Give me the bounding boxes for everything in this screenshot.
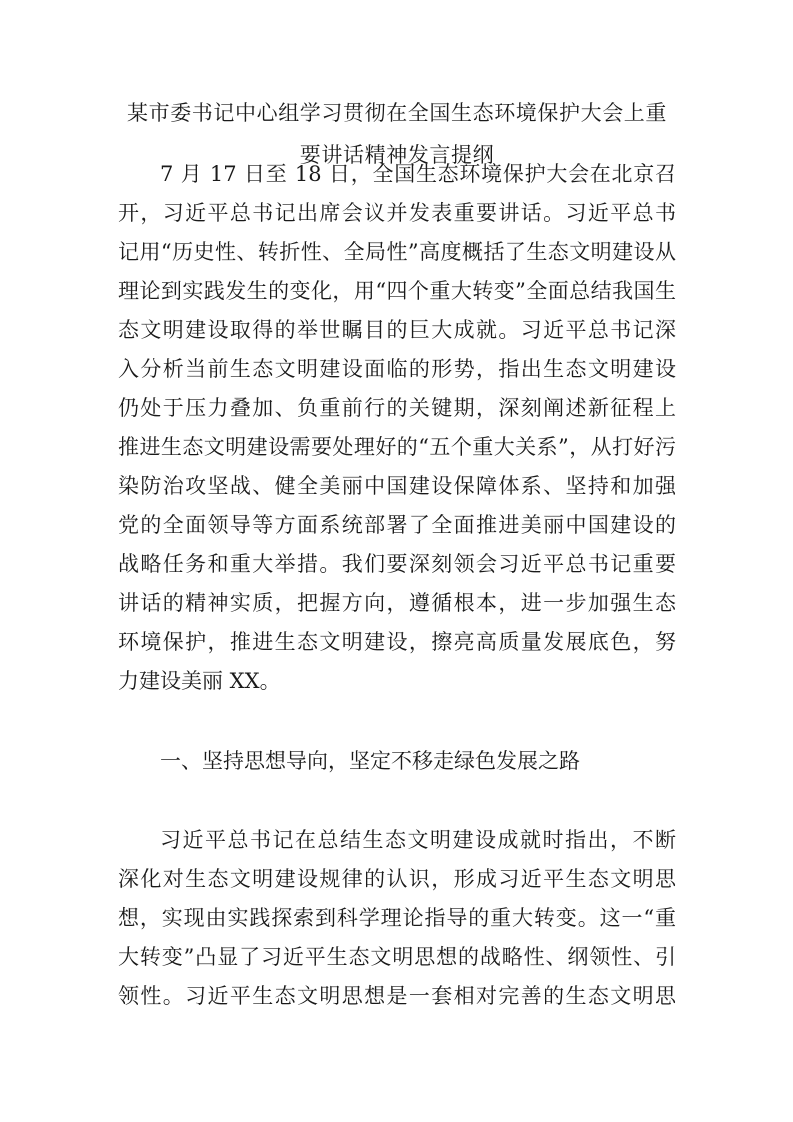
paragraph-line: 深化对生态文明建设规律的认识，形成习近平生态文明思 bbox=[118, 867, 676, 891]
paragraph-line: 入分析当前生态文明建设面临的形势，指出生态文明建设 bbox=[118, 357, 676, 381]
paragraph-line: 大转变”凸显了习近平生态文明思想的战略性、纲领性、引 bbox=[118, 945, 676, 969]
paragraph-line: 领性。习近平生态文明思想是一套相对完善的生态文明思 bbox=[118, 984, 676, 1008]
section-heading-1: 一、坚持思想导向，坚定不移走绿色发展之路 bbox=[160, 749, 580, 773]
paragraph-line: 推进生态文明建设需要处理好的“五个重大关系”，从打好污 bbox=[118, 435, 676, 459]
paragraph-line: 染防治攻坚战、健全美丽中国建设保障体系、坚持和加强 bbox=[118, 474, 676, 498]
section-1-paragraph bbox=[118, 821, 676, 1016]
intro-paragraph bbox=[118, 155, 676, 701]
title-line-1: 某市委书记中心组学习贯彻在全国生态环境保护大会上重 bbox=[127, 101, 667, 125]
title-line-2: 要讲话精神发言提纲 bbox=[299, 143, 495, 167]
paragraph-line: 力建设美丽 XX。 bbox=[118, 669, 281, 693]
paragraph-line: 开，习近平总书记出席会议并发表重要讲话。习近平总书 bbox=[118, 201, 676, 225]
paragraph-line: 讲话的精神实质，把握方向，遵循根本，进一步加强生态 bbox=[118, 591, 676, 615]
paragraph-line: 态文明建设取得的举世瞩目的巨大成就。习近平总书记深 bbox=[118, 318, 676, 342]
paragraph-line: 习近平总书记在总结生态文明建设成就时指出，不断 bbox=[160, 828, 676, 852]
paragraph-line: 理论到实践发生的变化，用“四个重大转变”全面总结我国生 bbox=[118, 279, 676, 303]
paragraph-line: 7 月 17 日至 18 日，全国生态环境保护大会在北京召 bbox=[160, 162, 676, 186]
paragraph-line: 环境保护，推进生态文明建设，擦亮高质量发展底色，努 bbox=[118, 630, 676, 654]
paragraph-line: 仍处于压力叠加、负重前行的关键期，深刻阐述新征程上 bbox=[118, 396, 676, 420]
paragraph-line: 战略任务和重大举措。我们要深刻领会习近平总书记重要 bbox=[118, 552, 676, 576]
paragraph-line: 党的全面领导等方面系统部署了全面推进美丽中国建设的 bbox=[118, 513, 676, 537]
paragraph-line: 想，实现由实践探索到科学理论指导的重大转变。这一“重 bbox=[118, 906, 676, 930]
paragraph-line: 记用“历史性、转折性、全局性”高度概括了生态文明建设从 bbox=[118, 240, 676, 264]
